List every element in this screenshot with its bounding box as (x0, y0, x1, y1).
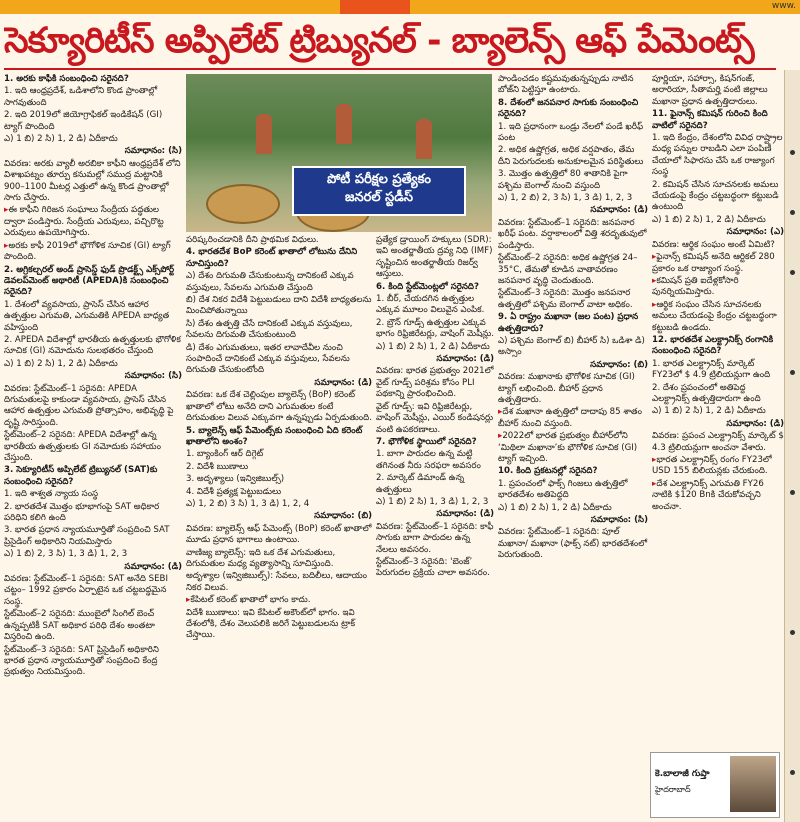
body-paragraph: ఎ) 1 బి) 2 సి) 1, 2 డి) ఏదీకాదు (4, 358, 118, 369)
question-text: 12. భారతదేశ ఎలక్ట్రానిక్స్ రంగానికి సంబంధించి సరైనది? (652, 334, 774, 357)
bullet-dot (790, 370, 795, 375)
body-paragraph: అదృశ్యాల (ఇన్విజిబుల్స్): సేవలు, బదిలీలు, ఆదాయం నికర విలువ. (186, 571, 368, 593)
body-paragraph: 2. అధిక ఉష్ణోగ్రత, అధిక వర్షపాతం, తేమ దీని పెరుగుదలకు అనుకూలమైన పరిస్థితులు (498, 145, 644, 167)
question-text: 8. దేశంలో జనపనార సాగుకు సంబంధించి సరైనది? (498, 97, 639, 120)
bullet-dot (790, 150, 795, 155)
answer-label: సమాధానం: (డి) (436, 509, 494, 520)
body-paragraph: పాండించడం కష్టమవుతున్నప్పుడు నాటిన బోజ్‌ని పెట్టిస్తూ ఉంటారు. (498, 74, 634, 96)
body-paragraph: 1. బ్యాంకింగ్ ఆర్ దిగ్గెట్ (186, 449, 264, 460)
column-1 (4, 74, 182, 819)
answer-label: సమాధానం: (డి) (590, 205, 648, 216)
bullet-point: ▸ దేశ మఖానా ఉత్పత్తిలో దాదాపు 85 శాతం బీహార్ నుంచి వస్తుంది. (498, 407, 648, 430)
worker-figure (336, 104, 352, 144)
body-paragraph: 1. ఇది ప్రధానంగా ఒండ్రు నేలలో పండే ఖరీఫ్ పంట (498, 121, 644, 144)
column-4 (498, 74, 648, 819)
masthead-site: www. (771, 1, 796, 11)
question-text: 3. సెక్యూరిటీస్ అప్పిలేట్ ట్రిబ్యునల్ (SAT)కు సంబంధించి సరైనది? (4, 465, 158, 487)
body-paragraph: 2. విదేశీ ఋణాలు (186, 461, 249, 472)
bullet-point: ▸ 2022లో భారత ప్రభుత్వం బీహార్‌లోని ‘మిథిలా మఖానా’కు భౌగోళిక సూచిక (GI) ట్యాగ్ ఇచ్చింది. (498, 431, 648, 465)
column-2 (186, 235, 372, 820)
body-paragraph: ఎ) 1, 2 బి) 2, 3 సి) 1, 3 డి) 1, 2, 3 (498, 193, 633, 204)
masthead-bar (0, 0, 800, 14)
body-paragraph: 3. భారత ప్రధాన న్యాయమూర్తితో సంప్రదించి SAT ప్రిసైడింగ్ అధికారిని నియమిస్తారు (4, 525, 170, 547)
column-3 (376, 235, 494, 820)
body-paragraph: 2. భారతదేశ మొత్తం భూభాగంపై SAT అధికార పరిధిని కలిగి ఉంది (4, 501, 160, 524)
author-name: కె.బాలాజీ గుప్తా (655, 769, 710, 779)
body-paragraph: వివరణ: స్టేట్‌మెంట్–1 సరైనది: SAT అనేది SEBI చట్టం– 1992 ప్రకారం ఏర్పాటైన ఒక చట్టబద్ధమైన సంస్థ. (4, 574, 168, 607)
body-paragraph: ఎ) 1 బి) 2 సి) 1, 2 డి) ఏదీకాదు (376, 341, 490, 352)
body-paragraph: ఎ) 1 బి) 2 సి) 1, 3 డి) 1, 2, 3 (376, 496, 489, 507)
body-paragraph: 2. బ్రౌన్ గూడ్స్ ఉత్పత్తుల ఎక్కువ భాగం రిఫ్రిజిరేటర్లు, వాషింగ్ మెషీన్లు. (376, 317, 494, 340)
bullet-point: ▸ భారత ఎలక్ట్రానిక్స్ రంగం FY23లో USD 155 బిలియన్లకు చేరుకుంది. (652, 455, 784, 478)
answer-label: సమాధానం: (సి) (124, 371, 182, 382)
body-paragraph: డి) దేశం ఎగుమతులు, ఇతర లావాదేవీల నుంచి సంపాదించే దానికంటే ఎక్కువ వస్తువులు, సేవలను దిగుమతి చేసుకుంటోంది (186, 342, 350, 376)
body-paragraph: ఎ) 1 బి) 2 సి) 1, 2 డి) ఏదీకాదు (652, 406, 766, 417)
badge-line-2: జనరల్ స్టడీస్ (345, 190, 413, 205)
author-city: హైదరాబాద్ (655, 785, 691, 794)
body-paragraph: 1. బాగా పారుదల ఉన్న మట్టి తగినంత నీరు సరఫరా అవసరం (376, 449, 481, 471)
body-paragraph: 1. బీర్, చేయదగిన ఉత్పత్తుల ఎక్కువ మూలం విలువైన ఎంపిక. (376, 294, 485, 316)
question-text: 1. అరకు కాఫీకి సంబంధించి సరైనది? (4, 74, 129, 84)
answer-label: సమాధానం: (బి) (314, 511, 372, 522)
headline-rule (4, 68, 776, 70)
body-paragraph: స్టేట్‌మెంట్–2 సరైనది: అధిక ఉష్ణోగ్రత 24–35°C, తేమతో కూడిన వాతావరణం జనపనార వృద్ధి చెందుతుంది. (498, 253, 638, 286)
bullet-dot (790, 630, 795, 635)
bullet-point: ▸ దేశ ఎలక్ట్రానిక్స్ ఎగుమతి FY26 నాటికి $120 Bnకి చేరుకోవచ్చని అంచనా. (652, 479, 784, 513)
body-paragraph: వివరణ: భారత ప్రభుత్వం 2021లో వైట్ గూడ్స్ పరిశ్రమ కోసం PLI పథకాన్ని ప్రారంభించింది. (376, 366, 494, 400)
adjacent-page-strip (784, 70, 800, 822)
body-paragraph: ఎ) 1 బి) 2, 3 సి) 1, 3 డి) 1, 2, 3 (4, 549, 128, 560)
body-paragraph: స్టేట్‌మెంట్–3 సరైనది: SAT ప్రిసైడింగ్ అధికారిని భారత ప్రధాన న్యాయమూర్తితో సంప్రదించి కేంద్ర ప్రభుత్వం నియమిస్తుంది. (4, 644, 159, 678)
body-paragraph: 3. అదృశ్యాలు (ఇన్విజిబుల్స్) (186, 474, 285, 485)
body-paragraph: ఎ) 1 బి) 2 సి) 1, 2 డి) ఏదీకాదు (652, 214, 766, 225)
body-paragraph: స్టేట్‌మెంట్–3 సరైనది: మొత్తం జనపనార ఉత్పత్తిలో పశ్చిమ బెంగాల్ వాటా అధికం. (498, 288, 633, 310)
question-text: 4. భారతదేశ BoP కరెంట్ ఖాతాలో లోటును దేనిని సూచిస్తుంది? (186, 247, 358, 269)
body-paragraph: 4. విదేశీ ప్రత్యక్ష పెట్టుబడులు (186, 486, 282, 497)
body-paragraph: 1. ఇది శాశ్వత న్యాయ సంస్థ (4, 489, 99, 500)
question-text: 5. బ్యాలెన్స్ ఆఫ్ పేమెంట్స్‌కు సంబంధించి ఏది కరెంట్ ఖాతాలోని అంశం? (186, 425, 363, 447)
bullet-dot (790, 270, 795, 275)
body-paragraph: వాణిజ్య బ్యాలెన్స్: ఇది ఒక దేశ ఎగుమతులు, దిగుమతుల మధ్య వ్యత్యాసాన్ని సూచిస్తుంది. (186, 547, 336, 569)
bullet-dot (790, 210, 795, 215)
body-paragraph: 2. మార్కెట్ డిమాండ్ ఉన్న ఉత్పత్తులు (376, 473, 465, 495)
body-paragraph: 1. ఇది ఆంధ్రప్రదేశ్, ఒడిశాలోని కొండ ప్రాంతాల్లో సాగవుతుంది (4, 86, 158, 108)
answer-label: సమాధానం: (డి) (314, 377, 372, 388)
bullet-dot (790, 770, 795, 775)
question-text: 11. ఫైనాన్స్ కమిషన్ గురించి కింది వాటిలో సరైనది? (652, 109, 768, 131)
body-paragraph: 2. దేశం ప్రపంచంలో అతిపెద్ద ఎలక్ట్రానిక్స్ ఉత్పత్తిదారుగా ఉంది (652, 382, 761, 404)
body-paragraph: ప్రత్యేక డ్రాయింగ్ హక్కులు (SDR): ఇవి అంతర్జాతీయ ద్రవ్య నిధి (IMF) సృష్టించిన అంతర్జాతీయ రిజర్వ్ ఆస్తులు. (376, 235, 493, 280)
body-paragraph: వివరణ: ఒక దేశ చెల్లింపుల బ్యాలెన్స్ (BoP) కరెంట్ ఖాతాలో లోటు అనేది దాని ఎగుమతుల కంటే దిగుమతుల విలువ ఎక్కువగా ఉన్నప్పుడు ఏర్పడుతుంది. (186, 390, 372, 424)
answer-label: సమాధానం: (బి) (590, 359, 648, 370)
body-paragraph: 2. కమిషన్ చేసిన సూచనలకు అమలు చేయడంపై కేంద్రం చట్టబద్ధంగా కట్టుబడి ఉంటుంది (652, 179, 779, 213)
question-text: 7. భౌగోళిక స్థాయిలో సరైనది? (376, 436, 477, 447)
question-text: 2. అగ్రికల్చరల్ అండ్ ప్రాసెస్డ్ ఫుడ్ ప్రొడక్ట్స్ ఎక్స్‌పోర్ట్ డెవలప్‌మెంట్ అథారిటీ (APEDA)కి సంబంధించి సరైనది? (4, 264, 175, 298)
body-paragraph: ఎ) పశ్చిమ బెంగాల్ బి) బీహార్ సి) ఒడిశా డి) అస్సాం (498, 335, 645, 358)
body-paragraph: స్టేట్‌మెంట్–2 సరైనది: ముంబైలో సింగిల్ బెంచ్ ఉన్నప్పటికీ SAT అధికార పరిధి దేశం అంతటా విస్తరించి ఉంది. (4, 609, 155, 643)
body-paragraph: ఎ) 1, 2 బి) 3 సి) 1, 3 డి) 1, 2, 4 (186, 498, 310, 509)
body-paragraph: 1. భారత ఎలక్ట్రానిక్స్ మార్కెట్ FY23లో $ 4.9 ట్రిలియన్లుగా ఉంది (652, 358, 771, 381)
body-paragraph: విదేశీ ఋణాలు: ఇవి కేపిటల్ అకౌంట్‌లో భాగం. ఇవి దేశంలోకి, దేశం వెలుపలికి జరిగే పెట్టుబడులను ట్రాక్ చేస్తాయి. (186, 607, 356, 641)
body-paragraph: వివరణ: అరకు వ్యాలీ అరబికా కాఫీని ఆంధ్రప్రదేశ్ లోని విశాఖపట్నం తూర్పు కనుమల్లో సముద్ర మట్టానికి 900–1100 మీటర్ల ఎత్తులో ఉన్న కొండ ప్రాంతాల్లో సాగు చేస్తారు. (4, 158, 181, 204)
bullet-dot (790, 490, 795, 495)
body-paragraph: వైట్ గూడ్స్: ఇవి రిఫ్రిజిరేటర్లు, వాషింగ్ మెషీన్లు, ఎయిర్ కండిషనర్లు వంటి ఉపకరణాలు. (376, 401, 494, 435)
basket-image (206, 184, 280, 224)
body-paragraph: బి) దేశ నికర విదేశీ పెట్టుబడులు దాని విదేశీ బాధ్యతలను మించిపోతున్నాయి (186, 295, 372, 317)
body-paragraph: వివరణ: ప్రపంచ ఎలక్ట్రానిక్స్ మార్కెట్ $ 4.3 ట్రిలియన్లుగా అంచనా వేశారు. (652, 431, 784, 453)
answer-label: సమాధానం: (సి) (590, 515, 648, 526)
body-paragraph: పరిష్కరించడానికి దీని ప్రాథమిక విధులు. (186, 235, 319, 245)
body-paragraph: 3. మొత్తం ఉత్పత్తిలో 80 శాతానికి పైగా పశ్చిమ బెంగాల్ నుంచి వస్తుంది (498, 169, 628, 191)
body-paragraph: వివరణ: స్టేట్‌మెంట్–1 సరైనది: జనపనార ఖరీఫ్ పంట. వర్షాకాలంలో విత్తి శరదృతువులో పండిస్తారు. (498, 217, 647, 251)
question-text: 9. ఏ రాష్ట్రం మఖానా (జల పంట) ప్రధాన ఉత్పత్తిదారు? (498, 312, 639, 334)
author-photo (730, 756, 776, 812)
body-paragraph: వివరణ: ఆర్థిక సంఘం అంటే ఏమిటి? (652, 239, 775, 250)
body-paragraph: 2. ఇది 2019లో జియోగ్రాఫికల్ ఇండికేషన్ (GI) ట్యాగ్ పొందింది (4, 110, 163, 132)
body-paragraph: వివరణ: స్టేట్‌మెంట్–1 సరైనది: పూల్ మఖానా/ మఖానా (ఫాక్స్ నట్) భారతదేశంలో పెరుగుతుంది. (498, 527, 648, 561)
answer-label: సమాధానం: (ఎ) (726, 227, 784, 238)
page-headline: సెక్యూరిటీస్ అప్పిలేట్ ట్రిబ్యునల్ - బ్యాలెన్స్ ఆఫ్ పేమెంట్స్ (4, 21, 754, 61)
body-paragraph: 1. దేశంలో వ్యవసాయ, ప్రాసెస్ చేసిన ఆహార ఉత్పత్తుల ఎగుమతి, ఎగుమతికి APEDA బాధ్యత వహిస్తుంది (4, 299, 170, 333)
bullet-point: ▸ ఆర్థిక సంఘం చేసిన సూచనలకు అమలు చేయడంపై కేంద్రం చట్టబద్ధంగా కట్టుబడి ఉండదు. (652, 300, 784, 334)
worker-figure (416, 119, 432, 159)
body-paragraph: వివరణ: మఖానాకు భౌగోళిక సూచిక (GI) ట్యాగ్ లభించింది. బీహార్ ప్రధాన ఉత్పత్తిదారు. (498, 372, 635, 405)
answer-label: సమాధానం: (డి) (124, 561, 182, 572)
author-box (650, 752, 780, 818)
worker-figure (256, 114, 272, 154)
body-paragraph: ఎ) దేశం దిగుమతి చేసుకుంటున్న దానికంటే ఎక్కువ వస్తువులు, సేవలను ఎగుమతి చేస్తుంది (186, 271, 354, 293)
body-paragraph: ఎ) 1 బి) 2 సి) 1, 2 డి) ఏదీకాదు (4, 134, 118, 145)
masthead-logo (340, 0, 410, 14)
body-paragraph: పూర్ణియా, సహార్సా, కిషన్‌గంజ్, అరారియా, సీతామర్హి వంటి జిల్లాలు మఖానా ప్రధాన ఉత్పత్తిదారులు. (652, 74, 768, 107)
answer-label: సమాధానం: (డి) (436, 354, 494, 365)
column-5 (652, 74, 784, 750)
body-paragraph: వివరణ: బ్యాలెన్స్ ఆఫ్ పేమెంట్స్ (BoP) కరెంట్ ఖాతాలో మూడు ప్రధాన భాగాలు ఉంటాయి. (186, 523, 372, 546)
body-paragraph: వివరణ: స్టేట్‌మెంట్–1 సరైనది: APEDA దిగుమతులపై కాకుండా వ్యవసాయ, ప్రాసెస్ చేసిన ఆహార ఉత్పత్తుల ఎగుమతి ప్రోత్సాహం, అభివృద్ధి పై దృష్టి సారిస్తుంది. (4, 383, 174, 428)
bullet-point: ▸ అరకు కాఫీ 2019లో భౌగోళిక సూచిక (GI) ట్యాగ్ పొందింది. (4, 241, 182, 264)
answer-label: సమాధానం: (డి) (726, 418, 784, 429)
body-paragraph: సి) దేశం ఉత్పత్తి చేసే దానికంటే ఎక్కువ వస్తువులు, సేవలను దిగుమతి చేసుకుంటుంది (186, 318, 353, 341)
body-paragraph: స్టేట్‌మెంట్–3 సరైనది: 'బెంజ్’ పెరుగుదల ప్రక్రియ చాలా అవసరం. (376, 556, 490, 579)
body-paragraph: స్టేట్‌మెంట్–2 సరైనది: APEDA విదేశాల్లో ఉన్న భారతీయ ఉత్పత్తులకు GI నమోదుకు సహాయం చేస్తుంది. (4, 430, 161, 463)
bullet-point: ▸ ఫైనాన్స్ కమిషన్ అనేది ఆర్టికల్ 280 ప్రకారం ఒక రాజ్యాంగ సంస్థ. (652, 252, 784, 275)
question-text: 10. కింది ప్రకటనల్లో సరైనది? (498, 466, 598, 477)
section-badge (292, 166, 466, 216)
body-paragraph: 1. ఇది కేంద్రం, దేశంలోని వివిధ రాష్ట్రాల మధ్య పన్నుల రాబడిని ఎలా పంపిణీ చేయాలో సిఫారసు చేసే ఒక రాజ్యాంగ సంస్థ (652, 133, 783, 178)
body-paragraph: 1. ప్రపంచంలో ఫాక్స్ గింజలు ఉత్పత్తిలో భారతదేశం అతిపెద్దది (498, 478, 628, 501)
bullet-point: ▸ ఈ కాఫీని గిరిజన సంఘాలు సేంద్రీయ పద్ధతుల ద్వారా పండిస్తారు. సేంద్రీయ ఎరువులు, పచ్చిరొట్ట ఎరువులు ఉపయోగిస్తారు. (4, 205, 182, 239)
bullet-point: ▸ కేపిటల్ కరెంట్ ఖాతాలో భాగం కాదు. (186, 595, 372, 606)
body-paragraph: ఎ) 1 బి) 2 సి) 1, 2 డి) ఏదీకాదు (498, 502, 612, 513)
body-paragraph: 2. APEDA విదేశాల్లో భారతీయ ఉత్పత్తులకు భౌగోళిక సూచిక (GI) నమోదును సులభతరం చేస్తుంది (4, 334, 181, 357)
bullet-point: ▸ కమిషన్ ప్రతి ఐదేళ్లకోసారి పునర్నియమిస్తారు. (652, 276, 784, 299)
answer-label: సమాధానం: (సి) (124, 146, 182, 157)
question-text: 6. కింది స్టేట్‌మెంట్లలో సరైనది? (376, 281, 479, 292)
badge-line-1: పోటీ పరీక్షల ప్రత్యేకం (327, 172, 431, 187)
body-paragraph: వివరణ: స్టేట్‌మెంట్–1 సరైనది: కాఫీ సాగుకు బాగా పారుదల ఉన్న నేలలు అవసరం. (376, 521, 494, 555)
